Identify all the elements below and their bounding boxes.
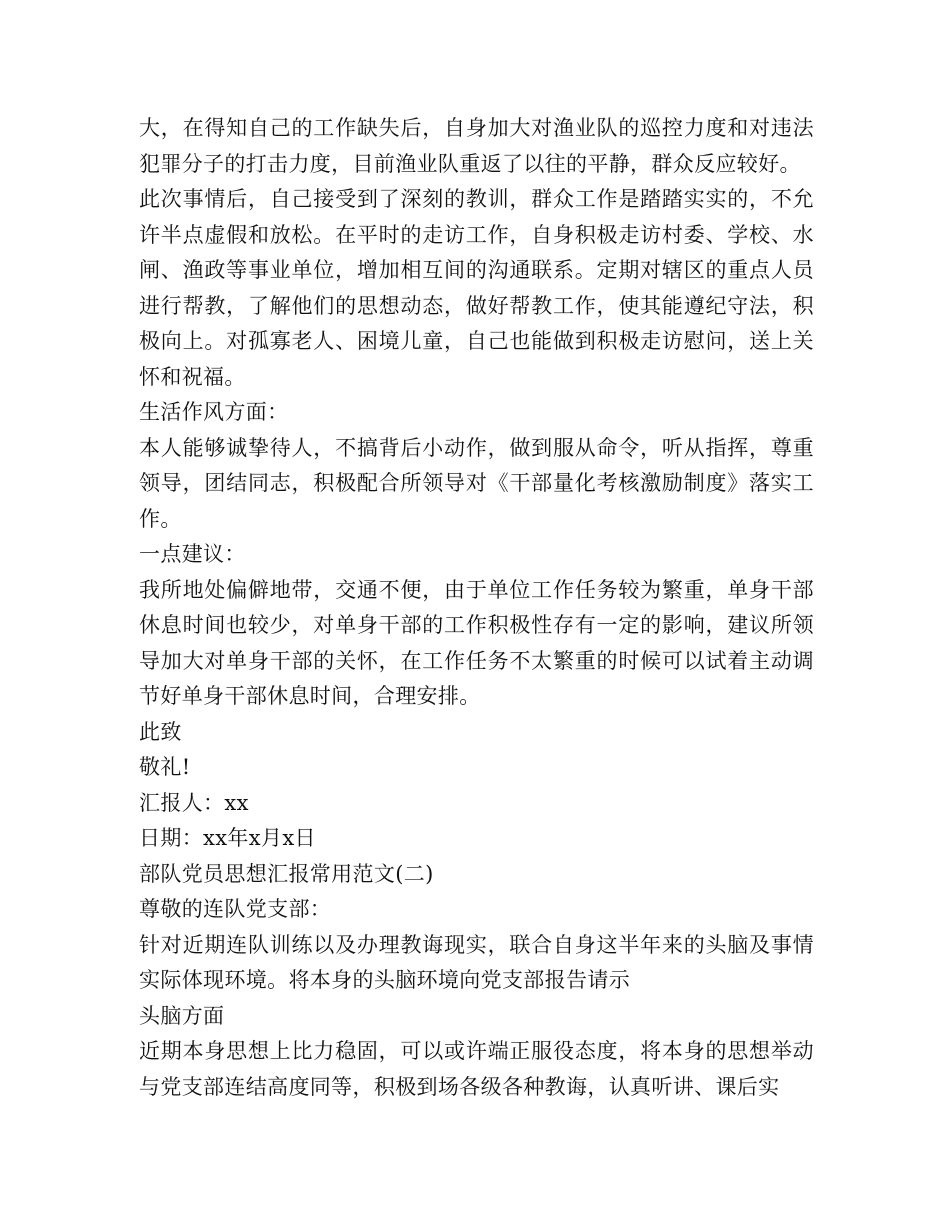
section-heading-lifestyle: 生活作风方面： [139, 400, 289, 424]
greeting-line: 尊敬的连队党支部： [139, 897, 332, 921]
paragraph-5: 针对近期连队训练以及办理教诲现实，联合自身这半年来的头脑及事情实际体现环境。将本身的头脑环境向党支部报告请示 [139, 932, 814, 992]
paragraph-1: 大，在得知自己的工作缺失后，自身加大对渔业队的巡控力度和对违法犯罪分子的打击力度，目前渔业队重返了以往的平静，群众反应较好。 [139, 116, 814, 176]
closing-regards: 敬礼! [139, 755, 191, 779]
paragraph-6: 近期本身思想上比力稳固，可以或许端正服役态度，将本身的思想举动与党支部连结高度同等，积极到场各级各种教诲，认真听讲、课后实 [139, 1039, 814, 1099]
document-subtitle: 部队党员思想汇报常用范文(二) [139, 861, 434, 886]
paragraph-3: 本人能够诚挚待人，不搞背后小动作，做到服从命令，听从指挥，尊重领导，团结同志，积极配合所领导对《干部量化考核激励制度》落实工作。 [139, 435, 814, 531]
date-line: 日期：xx年x月x日 [139, 826, 316, 850]
reporter-line: 汇报人：xx [139, 790, 249, 815]
paragraph-4: 我所地处偏僻地带，交通不便，由于单位工作任务较为繁重，单身干部休息时间也较少，对单身干部的工作积极性存有一定的影响，建议所领导加大对单身干部的关怀，在工作任务不太繁重的时候可以试着主动调节好单身干部休息时间，合理安排。 [139, 577, 814, 708]
document-body [139, 111, 814, 1105]
closing-salutation: 此致 [139, 719, 182, 744]
section-heading-suggestion: 一点建议： [139, 542, 246, 566]
paragraph-2: 此次事情后，自己接受到了深刻的教训，群众工作是踏踏实实的，不允许半点虚假和放松。在平时的走访工作，自身积极走访村委、学校、水闸、渔政等事业单位，增加相互间的沟通联系。定期对辖区的重点人员进行帮教，了解他们的思想动态，做好帮教工作，使其能遵纪守法，积极向上。对孤寡老人、困境儿童，自己也能做到积极走访慰问，送上关怀和祝福。 [139, 187, 814, 389]
section-heading-thought: 头脑方面 [139, 1003, 225, 1028]
